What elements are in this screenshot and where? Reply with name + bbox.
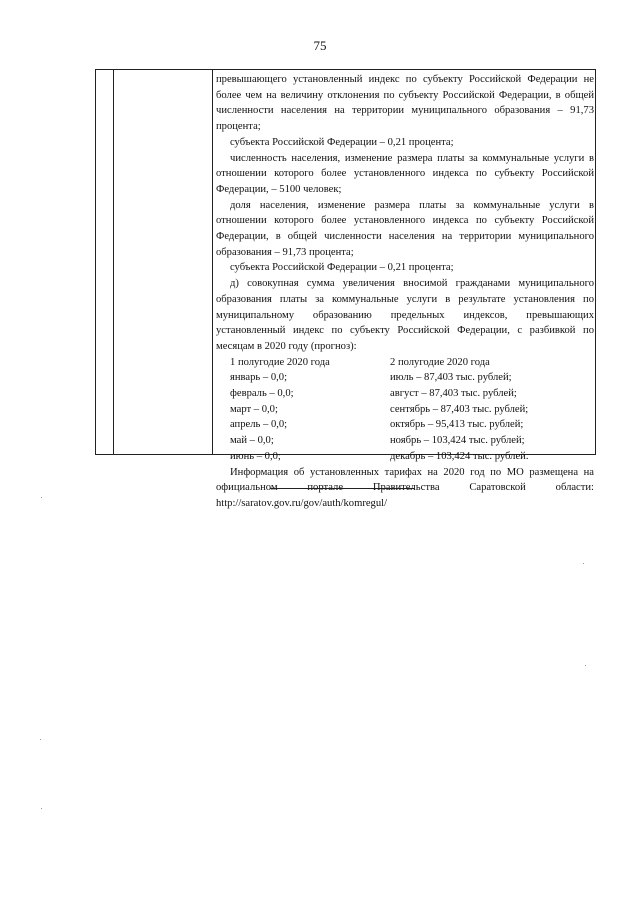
first-half-heading: 1 полугодие 2020 года	[230, 356, 330, 368]
paragraph: превышающего установленный индекс по субъекту Российской Федерации не более чем на величину отклонения по субъекту Российской Федерации, в общей численности населения на территории муниципального образования – 91,73 процента;	[216, 74, 594, 133]
month-value: май – 0,0;	[230, 435, 274, 447]
month-value: декабрь – 103,424 тыс. рублей.	[390, 450, 529, 462]
second-half-heading: 2 полугодие 2020 года	[390, 356, 490, 368]
month-value: март – 0,0;	[230, 403, 278, 415]
paragraph: д) совокупная сумма увеличения вносимой гражданами муниципального образования платы за коммунальные услуги в результате установления по муниципальному образованию предельных индексов, превышающих установленный индекс по субъекту Российской Федерации, с разбивкой по месяцам в 2020 году (прогноз):	[216, 278, 594, 352]
document-table	[95, 69, 596, 509]
separator-line	[270, 488, 415, 489]
paragraph: субъекта Российской Федерации – 0,21 процента;	[230, 262, 454, 274]
paragraph: субъекта Российской Федерации – 0,21 процента;	[230, 136, 454, 148]
month-value: август – 87,403 тыс. рублей;	[390, 388, 517, 400]
closing-paragraph: Информация об установленных тарифах на 2020 год по МО размещена на официальном портале Правительства Саратовской области: http://saratov.gov.ru/gov/auth/komregul/	[216, 466, 594, 509]
forecast-columns	[216, 355, 594, 465]
first-half-column	[216, 355, 330, 465]
month-value: январь – 0,0;	[230, 372, 288, 384]
table-cell-content	[216, 72, 594, 512]
month-value: сентябрь – 87,403 тыс. рублей;	[390, 403, 529, 415]
paragraph: численность населения, изменение размера платы за коммунальные услуги в отношении которого более установленного индекса по субъекту Российской Федерации, – 5100 человек;	[216, 152, 594, 195]
scan-speck	[583, 563, 584, 564]
month-value: ноябрь – 103,424 тыс. рублей;	[390, 435, 525, 447]
month-value: октябрь – 95,413 тыс. рублей;	[390, 419, 524, 431]
month-value: июль – 87,403 тыс. рублей;	[390, 372, 512, 384]
paragraph: доля населения, изменение размера платы за коммунальные услуги в отношении которого более установленного индекса по субъекту Российской Федерации, в общей численности населения на территории муниципального образования – 91,73 процента;	[216, 199, 594, 258]
page-number: 75	[313, 38, 327, 53]
scan-speck	[585, 665, 586, 666]
scan-speck	[40, 739, 41, 740]
month-value: февраль – 0,0;	[230, 388, 294, 400]
month-value: июнь – 0,0;	[230, 450, 281, 462]
scan-speck	[41, 497, 42, 498]
month-value: апрель – 0,0;	[230, 419, 288, 431]
table-column-divider	[212, 70, 213, 454]
table-column-divider	[113, 70, 114, 454]
second-half-column	[390, 355, 594, 465]
scan-speck	[41, 808, 42, 809]
